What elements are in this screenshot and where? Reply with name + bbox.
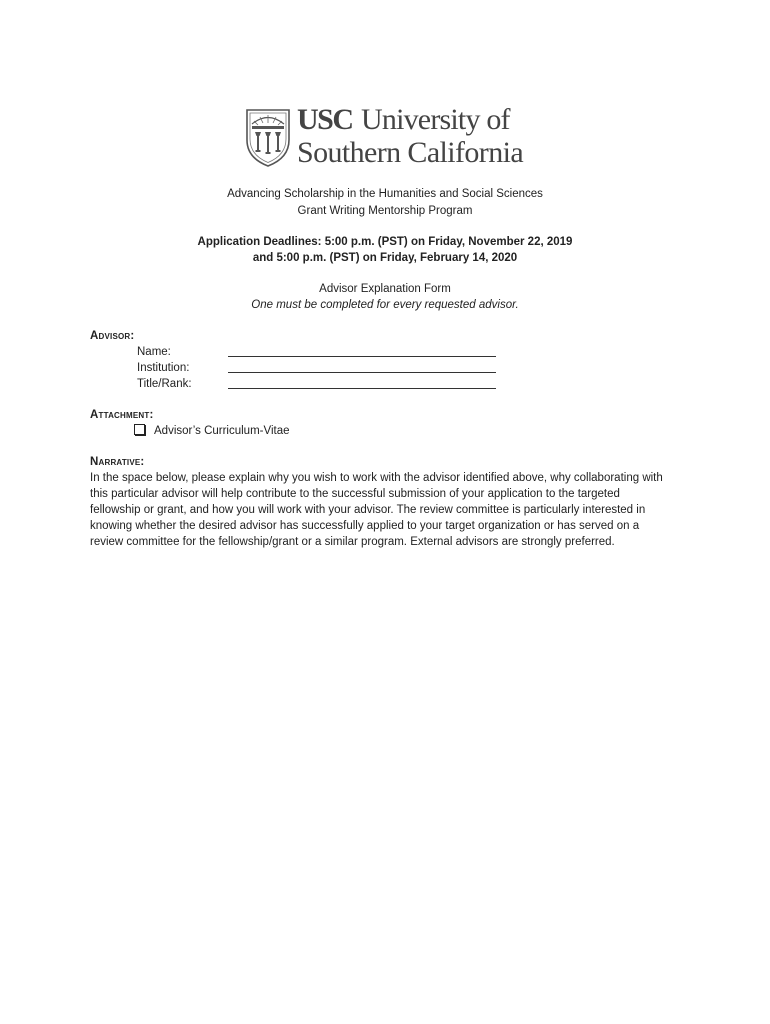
usc-logo <box>244 104 544 176</box>
deadline-line2: and 5:00 p.m. (PST) on Friday, February 14, 2020 <box>252 252 518 264</box>
form-title: Advisor Explanation Form <box>319 283 451 295</box>
narrative-line: review committee for the fellowship/grant or a similar program. External advisors are strongly preferred. <box>90 536 615 548</box>
institution-label: Institution: <box>137 362 190 374</box>
advisor-heading: Advisor: <box>90 330 135 342</box>
narrative-line: fellowship or grant, and how you will work with your advisor. The review committee is particularly interested in <box>90 504 646 516</box>
form-subtitle: One must be completed for every requested advisor. <box>251 299 519 311</box>
name-label: Name: <box>137 346 171 358</box>
logo-usc-text: USC <box>297 103 353 136</box>
narrative-line: this particular advisor will help contribute to the successful submission of your application to the targeted <box>90 488 620 500</box>
name-field[interactable] <box>228 356 496 357</box>
usc-seal-torch-icon <box>244 106 292 168</box>
attachment-heading: Attachment: <box>90 409 154 421</box>
title-rank-label: Title/Rank: <box>137 378 192 390</box>
program-title-line1: Advancing Scholarship in the Humanities and Social Sciences <box>227 188 543 200</box>
cv-checkbox-label: Advisor’s Curriculum-Vitae <box>154 425 290 437</box>
narrative-paragraph <box>90 470 682 550</box>
narrative-heading: Narrative: <box>90 456 145 468</box>
institution-field[interactable] <box>228 372 496 373</box>
cv-checkbox[interactable] <box>134 424 145 435</box>
program-title-line2: Grant Writing Mentorship Program <box>297 205 473 217</box>
logo-southern-california-text: Southern California <box>297 136 524 169</box>
narrative-line: In the space below, please explain why you wish to work with the advisor identified above, why collaborating with <box>90 472 663 484</box>
narrative-line: knowing whether the desired advisor has successfully applied to your target organization or has served on a <box>90 520 640 532</box>
cv-checkbox-row[interactable] <box>134 423 290 439</box>
logo-university-text: University of <box>361 103 510 136</box>
deadline-line1: Application Deadlines: 5:00 p.m. (PST) on Friday, November 22, 2019 <box>197 236 573 248</box>
title-rank-field[interactable] <box>228 388 496 389</box>
